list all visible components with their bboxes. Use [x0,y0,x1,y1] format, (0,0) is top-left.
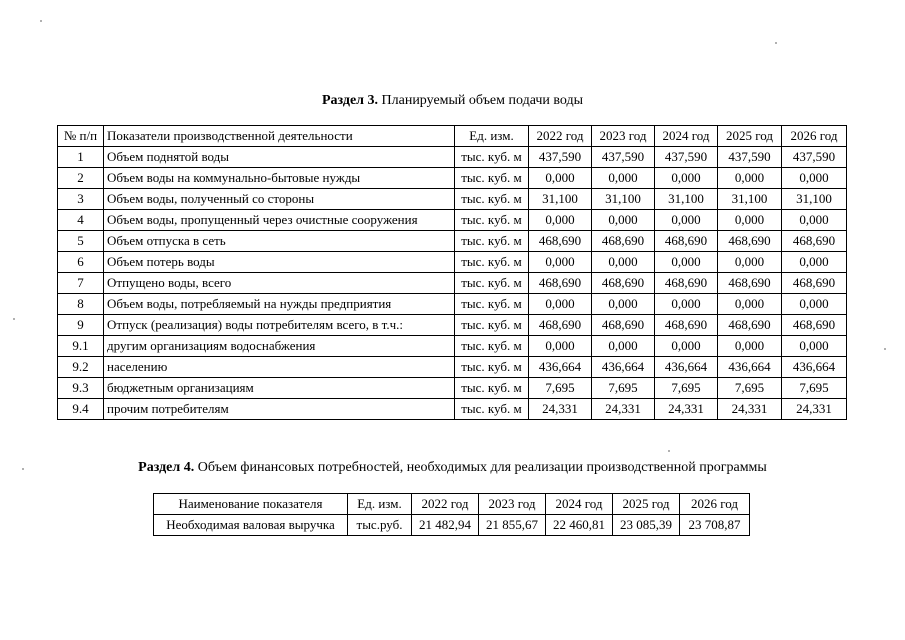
table-cell: 468,690 [718,273,782,294]
table-cell: Необходимая валовая выручка [154,515,348,536]
table-cell: 0,000 [592,252,655,273]
table-cell: прочим потребителям [104,399,455,420]
scan-speck [775,42,777,44]
table-cell: 3 [58,189,104,210]
table-cell: 5 [58,231,104,252]
table-row [58,294,847,315]
table-cell: тыс. куб. м [455,294,529,315]
table-cell: 9.4 [58,399,104,420]
table-cell: 1 [58,147,104,168]
table-cell: тыс. куб. м [455,399,529,420]
table-cell: 437,590 [718,147,782,168]
table-cell: 0,000 [655,294,718,315]
table-cell: тыс. куб. м [455,357,529,378]
table-cell: 0,000 [529,294,592,315]
section-4-title-bold: Раздел 4. [138,460,195,475]
table-cell: Объем воды, потребляемый на нужды предприятия [104,294,455,315]
table-cell: 0,000 [592,294,655,315]
table-cell: 0,000 [782,210,847,231]
scan-speck [668,450,670,452]
column-header: № п/п [58,126,104,147]
table-cell: 9.1 [58,336,104,357]
table-cell: 0,000 [529,168,592,189]
table-cell: 24,331 [782,399,847,420]
table-cell: 22 460,81 [546,515,613,536]
table-cell: 468,690 [655,315,718,336]
water-supply-table [57,125,847,420]
table-cell: 0,000 [529,336,592,357]
table-row [58,252,847,273]
table-cell: 437,590 [655,147,718,168]
table-cell: 468,690 [782,273,847,294]
table-cell: тыс.руб. [348,515,412,536]
table-cell: Отпуск (реализация) воды потребителям всего, в т.ч.: [104,315,455,336]
table-cell: 0,000 [592,168,655,189]
table-cell: тыс. куб. м [455,210,529,231]
section-4-title [0,460,905,476]
table-cell: 6 [58,252,104,273]
table-row [58,378,847,399]
table-cell: 4 [58,210,104,231]
section-3-title [0,93,905,109]
table-cell: 7,695 [782,378,847,399]
table-cell: 24,331 [592,399,655,420]
column-header: Наименование показателя [154,494,348,515]
table-cell: 468,690 [655,273,718,294]
table-cell: 0,000 [655,210,718,231]
section-3-title-text: Планируемый объем подачи воды [378,93,584,108]
table-header-row [58,126,847,147]
table-cell: 31,100 [655,189,718,210]
table-cell: 468,690 [529,231,592,252]
table-cell: Объем воды на коммунально-бытовые нужды [104,168,455,189]
table-cell: тыс. куб. м [455,231,529,252]
table-cell: 436,664 [718,357,782,378]
table-cell: 23 708,87 [680,515,750,536]
table-cell: 0,000 [655,336,718,357]
table-cell: Объем отпуска в сеть [104,231,455,252]
table-cell: 437,590 [782,147,847,168]
table-cell: Объем потерь воды [104,252,455,273]
table-cell: 0,000 [655,252,718,273]
table-cell: 468,690 [718,231,782,252]
column-header: 2024 год [546,494,613,515]
table-cell: 0,000 [782,294,847,315]
table-row [58,147,847,168]
table-cell: 0,000 [529,252,592,273]
column-header: 2022 год [529,126,592,147]
table-cell: тыс. куб. м [455,336,529,357]
table-cell: 0,000 [529,210,592,231]
column-header: 2026 год [680,494,750,515]
table-cell: тыс. куб. м [455,147,529,168]
table-cell: 0,000 [718,210,782,231]
table-cell: 9.2 [58,357,104,378]
table-cell: 0,000 [592,210,655,231]
table-cell: 31,100 [529,189,592,210]
table-cell: 7,695 [718,378,782,399]
column-header: 2025 год [718,126,782,147]
table-cell: 31,100 [592,189,655,210]
table-cell: 436,664 [655,357,718,378]
table-cell: 9.3 [58,378,104,399]
table-cell: 24,331 [718,399,782,420]
table-cell: 0,000 [782,336,847,357]
column-header: 2024 год [655,126,718,147]
table-row [58,210,847,231]
column-header: 2022 год [412,494,479,515]
table-cell: 0,000 [782,252,847,273]
table-cell: 7,695 [655,378,718,399]
column-header: 2026 год [782,126,847,147]
table-cell: 0,000 [718,336,782,357]
table-cell: 23 085,39 [613,515,680,536]
table-cell: тыс. куб. м [455,273,529,294]
table-cell: 468,690 [529,273,592,294]
table-row [58,231,847,252]
table-row [58,399,847,420]
scan-speck [22,468,24,470]
table-cell: 7,695 [592,378,655,399]
table-cell: 21 482,94 [412,515,479,536]
table-cell: 437,590 [592,147,655,168]
table-header-row [154,494,750,515]
table-cell: 0,000 [782,168,847,189]
table-cell: 436,664 [529,357,592,378]
table-cell: Объем воды, полученный со стороны [104,189,455,210]
scan-speck [13,318,15,320]
table-cell: населению [104,357,455,378]
table-cell: тыс. куб. м [455,168,529,189]
table-cell: 468,690 [782,231,847,252]
column-header: Ед. изм. [348,494,412,515]
table-cell: 24,331 [529,399,592,420]
table-cell: 0,000 [718,294,782,315]
column-header: Ед. изм. [455,126,529,147]
table-cell: 31,100 [782,189,847,210]
table-cell: 437,590 [529,147,592,168]
table-cell: 436,664 [592,357,655,378]
table-cell: тыс. куб. м [455,378,529,399]
column-header: 2023 год [592,126,655,147]
column-header: Показатели производственной деятельности [104,126,455,147]
column-header: 2023 год [479,494,546,515]
table-cell: 7,695 [529,378,592,399]
table-row [58,273,847,294]
table-row [58,189,847,210]
table-cell: 7 [58,273,104,294]
table-cell: 468,690 [592,273,655,294]
table-row [58,315,847,336]
table-row [58,357,847,378]
table-row [58,168,847,189]
table-cell: 436,664 [782,357,847,378]
table-cell: бюджетным организациям [104,378,455,399]
scan-speck [884,348,886,350]
table-cell: 24,331 [655,399,718,420]
table-cell: 0,000 [718,168,782,189]
table-cell: Отпущено воды, всего [104,273,455,294]
column-header: 2025 год [613,494,680,515]
table-cell: тыс. куб. м [455,189,529,210]
table-cell: 468,690 [529,315,592,336]
section-3-title-bold: Раздел 3. [321,93,379,108]
table-cell: 468,690 [592,315,655,336]
table-cell: 468,690 [718,315,782,336]
table-cell: тыс. куб. м [455,252,529,273]
table-cell: 468,690 [782,315,847,336]
table-cell: 21 855,67 [479,515,546,536]
financial-needs-table [153,493,750,536]
table-cell: 468,690 [592,231,655,252]
table-cell: 2 [58,168,104,189]
table-cell: 31,100 [718,189,782,210]
scan-speck [40,20,42,22]
table-cell: 8 [58,294,104,315]
table-cell: 468,690 [655,231,718,252]
table-cell: 0,000 [592,336,655,357]
table-cell: Объем поднятой воды [104,147,455,168]
table-cell: 0,000 [718,252,782,273]
table-cell: тыс. куб. м [455,315,529,336]
table-cell: Объем воды, пропущенный через очистные сооружения [104,210,455,231]
table-cell: другим организациям водоснабжения [104,336,455,357]
table-row [154,515,750,536]
table-row [58,336,847,357]
table-cell: 0,000 [655,168,718,189]
table-cell: 9 [58,315,104,336]
section-4-title-text: Объем финансовых потребностей, необходимых для реализации производственной программы [194,460,767,475]
